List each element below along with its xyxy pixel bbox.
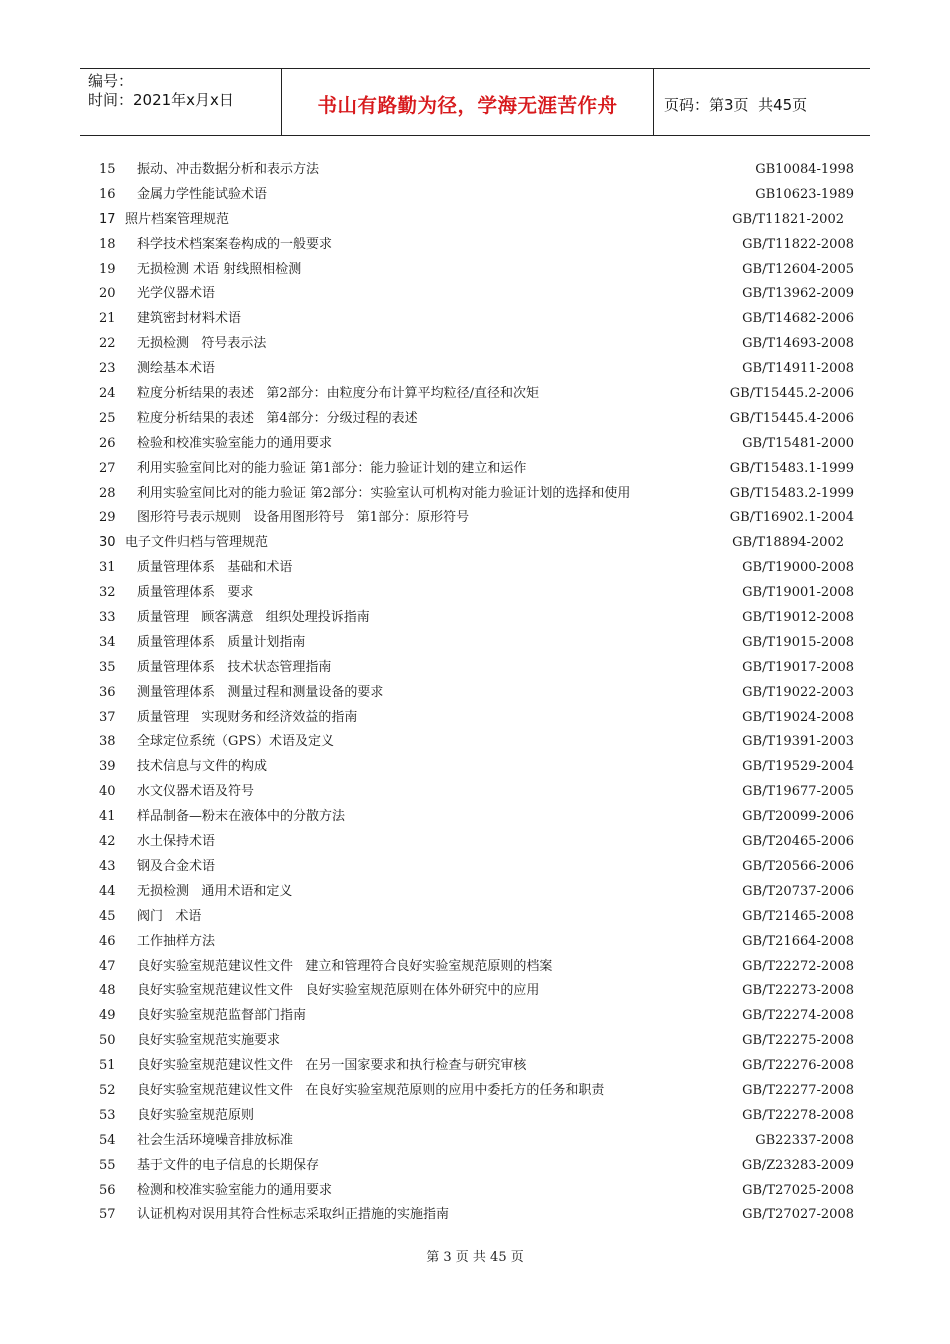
list-item <box>0 1129 950 1154</box>
item-number: 30 <box>99 535 116 551</box>
item-standard-code: GB/T19024-2008 <box>742 709 854 725</box>
item-title: 社会生活环境噪音排放标准 <box>137 1132 294 1148</box>
item-title: 测绘基本术语 <box>137 361 216 377</box>
item-number: 27 <box>99 460 116 476</box>
list-item <box>0 382 950 407</box>
item-title: 粒度分析结果的表述 第4部分：分级过程的表述 <box>137 410 418 426</box>
item-number: 41 <box>99 809 116 825</box>
item-title: 认证机构对误用其符合性标志采取纠正措施的实施指南 <box>137 1207 450 1223</box>
item-standard-code: GB22337-2008 <box>755 1132 854 1148</box>
item-standard-code: GB/T27027-2008 <box>742 1207 854 1223</box>
item-number: 45 <box>99 908 116 924</box>
list-item <box>0 506 950 531</box>
item-number: 49 <box>99 1008 116 1024</box>
item-title: 良好实验室规范监督部门指南 <box>137 1008 307 1024</box>
item-number: 54 <box>99 1132 116 1148</box>
item-standard-code: GB/T15445.2-2006 <box>729 386 854 402</box>
list-item <box>0 631 950 656</box>
item-number: 18 <box>99 236 116 252</box>
item-number: 40 <box>99 784 116 800</box>
item-standard-code: GB/T21664-2008 <box>742 933 854 949</box>
header-meta <box>80 69 282 135</box>
list-item <box>0 1029 950 1054</box>
list-item <box>0 1154 950 1179</box>
item-number: 56 <box>99 1182 116 1198</box>
list-item <box>0 407 950 432</box>
item-title: 良好实验室规范建议性文件 在另一国家要求和执行检查与研究审核 <box>137 1058 527 1074</box>
item-title: 无损检测 符号表示法 <box>137 336 267 352</box>
item-standard-code: GB/T19000-2008 <box>742 560 854 576</box>
item-title: 振动、冲击数据分析和表示方法 <box>137 162 320 177</box>
item-number: 39 <box>99 759 116 775</box>
item-standard-code: GB/T11821-2002 <box>732 211 844 227</box>
list-item <box>0 556 950 581</box>
item-title: 质量管理 实现财务和经济效益的指南 <box>137 709 358 725</box>
item-number: 38 <box>99 734 116 750</box>
item-standard-code: GB/T15483.1-1999 <box>729 460 854 476</box>
list-item <box>0 706 950 731</box>
item-title: 科学技术档案案卷构成的一般要求 <box>137 236 333 252</box>
item-standard-code: GB/T19391-2003 <box>742 734 854 750</box>
list-item <box>0 681 950 706</box>
item-title: 质量管理体系 基础和术语 <box>137 560 293 576</box>
item-title: 工作抽样方法 <box>137 933 216 949</box>
item-title: 电子文件归档与管理规范 <box>125 535 269 551</box>
item-number: 37 <box>99 709 116 725</box>
item-standard-code: GB/T22273-2008 <box>742 983 854 999</box>
item-standard-code: GB/T22278-2008 <box>742 1107 854 1123</box>
item-standard-code: GB/T27025-2008 <box>742 1182 854 1198</box>
item-title: 图形符号表示规则 设备用图形符号 第1部分：原形符号 <box>137 510 470 526</box>
item-number: 20 <box>99 286 116 302</box>
list-item <box>0 208 950 233</box>
item-number: 35 <box>99 659 116 675</box>
list-item <box>0 531 950 556</box>
item-standard-code: GB/T12604-2005 <box>742 261 854 277</box>
item-title: 照片档案管理规范 <box>125 211 230 227</box>
item-number: 46 <box>99 933 116 949</box>
item-standard-code: GB10084-1998 <box>755 162 854 177</box>
item-title: 基于文件的电子信息的长期保存 <box>137 1157 320 1173</box>
item-number: 53 <box>99 1107 116 1123</box>
item-number: 16 <box>99 186 116 202</box>
list-item <box>0 880 950 905</box>
document-number-label: 编号： <box>88 72 134 90</box>
list-item <box>0 656 950 681</box>
item-number: 42 <box>99 834 116 850</box>
item-standard-code: GB/T15483.2-1999 <box>729 485 854 501</box>
header-motto: 书山有路勤为径，学海无涯苦作舟 <box>282 69 654 135</box>
item-standard-code: GB/T22276-2008 <box>742 1058 854 1074</box>
document-date-label: 时间：2021年x月x日 <box>88 91 234 109</box>
list-item <box>0 183 950 208</box>
list-item <box>0 830 950 855</box>
item-title: 质量管理 顾客满意 组织处理投诉指南 <box>137 610 370 626</box>
item-title: 技术信息与文件的构成 <box>137 759 268 775</box>
item-number: 34 <box>99 634 116 650</box>
item-standard-code: GB/T22275-2008 <box>742 1033 854 1049</box>
item-number: 36 <box>99 684 116 700</box>
item-standard-code: GB/T19001-2008 <box>742 585 854 601</box>
item-title: 利用实验室间比对的能力验证 第2部分：实验室认可机构对能力验证计划的选择和使用 <box>137 485 631 501</box>
list-item <box>0 233 950 258</box>
item-title: 光学仪器术语 <box>137 286 216 302</box>
item-title: 良好实验室规范建议性文件 建立和管理符合良好实验室规范原则的档案 <box>137 958 553 974</box>
list-item <box>0 1054 950 1079</box>
item-standard-code: GB/T19017-2008 <box>742 659 854 675</box>
item-title: 良好实验室规范建议性文件 在良好实验室规范原则的应用中委托方的任务和职责 <box>137 1082 605 1098</box>
item-title: 质量管理体系 要求 <box>137 585 254 601</box>
item-standard-code: GB/Z23283-2009 <box>741 1157 854 1173</box>
item-standard-code: GB/T14682-2006 <box>742 311 854 327</box>
item-number: 57 <box>99 1207 116 1223</box>
item-number: 31 <box>99 560 116 576</box>
list-item <box>0 979 950 1004</box>
item-standard-code: GB/T22272-2008 <box>742 958 854 974</box>
list-item <box>0 282 950 307</box>
list-item <box>0 905 950 930</box>
item-title: 无损检测 术语 射线照相检测 <box>137 261 302 277</box>
item-number: 22 <box>99 336 116 352</box>
item-title: 样品制备—粉末在液体中的分散方法 <box>137 809 346 825</box>
list-item <box>0 1104 950 1129</box>
item-number: 33 <box>99 610 116 626</box>
item-number: 32 <box>99 585 116 601</box>
item-standard-code: GB/T19529-2004 <box>742 759 854 775</box>
item-number: 44 <box>99 883 116 899</box>
list-item <box>0 1004 950 1029</box>
list-item <box>0 432 950 457</box>
item-number: 51 <box>99 1058 116 1074</box>
list-item <box>0 158 950 183</box>
item-title: 良好实验室规范原则 <box>137 1107 255 1123</box>
item-number: 29 <box>99 510 116 526</box>
item-number: 23 <box>99 361 116 377</box>
page-header <box>80 68 870 136</box>
list-item <box>0 332 950 357</box>
item-standard-code: GB/T19677-2005 <box>742 784 854 800</box>
item-standard-code: GB/T14693-2008 <box>742 336 854 352</box>
item-title: 全球定位系统（GPS）术语及定义 <box>137 734 335 750</box>
item-number: 24 <box>99 386 116 402</box>
list-item <box>0 307 950 332</box>
standards-list <box>0 158 950 1228</box>
item-title: 良好实验室规范建议性文件 良好实验室规范原则在体外研究中的应用 <box>137 983 540 999</box>
item-number: 17 <box>99 211 116 227</box>
item-standard-code: GB/T11822-2008 <box>742 236 854 252</box>
list-item <box>0 1079 950 1104</box>
list-item <box>0 1179 950 1204</box>
list-item <box>0 755 950 780</box>
item-title: 质量管理体系 质量计划指南 <box>137 634 306 650</box>
item-title: 建筑密封材料术语 <box>137 311 242 327</box>
item-standard-code: GB/T21465-2008 <box>742 908 854 924</box>
list-item <box>0 581 950 606</box>
item-standard-code: GB/T22274-2008 <box>742 1008 854 1024</box>
list-item <box>0 357 950 382</box>
item-number: 48 <box>99 983 116 999</box>
list-item <box>0 805 950 830</box>
list-item <box>0 855 950 880</box>
header-page-info <box>654 69 870 135</box>
item-title: 金属力学性能试验术语 <box>137 186 268 202</box>
item-number: 25 <box>99 410 116 426</box>
item-title: 水文仪器术语及符号 <box>137 784 255 800</box>
item-title: 阀门 术语 <box>137 908 202 924</box>
item-standard-code: GB10623-1989 <box>755 186 854 202</box>
item-title: 水土保持术语 <box>137 834 216 850</box>
list-item <box>0 930 950 955</box>
item-title: 利用实验室间比对的能力验证 第1部分：能力验证计划的建立和运作 <box>137 460 527 476</box>
item-standard-code: GB/T15445.4-2006 <box>729 410 854 426</box>
list-item <box>0 730 950 755</box>
item-standard-code: GB/T14911-2008 <box>742 361 854 377</box>
list-item <box>0 955 950 980</box>
item-number: 15 <box>99 162 116 177</box>
item-title: 检验和校准实验室能力的通用要求 <box>137 435 333 451</box>
item-standard-code: GB/T20099-2006 <box>742 809 854 825</box>
item-number: 21 <box>99 311 116 327</box>
item-standard-code: GB/T13962-2009 <box>742 286 854 302</box>
item-title: 良好实验室规范实施要求 <box>137 1033 281 1049</box>
list-item <box>0 1203 950 1228</box>
item-standard-code: GB/T20737-2006 <box>742 883 854 899</box>
item-number: 26 <box>99 435 116 451</box>
item-number: 50 <box>99 1033 116 1049</box>
item-standard-code: GB/T18894-2002 <box>732 535 844 551</box>
list-item <box>0 780 950 805</box>
item-standard-code: GB/T19012-2008 <box>742 610 854 626</box>
item-number: 47 <box>99 958 116 974</box>
list-item <box>0 258 950 283</box>
item-standard-code: GB/T15481-2000 <box>742 435 854 451</box>
item-title: 无损检测 通用术语和定义 <box>137 883 293 899</box>
item-number: 55 <box>99 1157 116 1173</box>
item-number: 43 <box>99 858 116 874</box>
item-standard-code: GB/T19022-2003 <box>742 684 854 700</box>
item-number: 52 <box>99 1082 116 1098</box>
header-page-label: 页码：第3页 共45页 <box>664 95 808 114</box>
item-title: 检测和校准实验室能力的通用要求 <box>137 1182 333 1198</box>
list-item <box>0 482 950 507</box>
item-title: 钢及合金术语 <box>137 858 216 874</box>
item-standard-code: GB/T20566-2006 <box>742 858 854 874</box>
item-standard-code: GB/T19015-2008 <box>742 634 854 650</box>
item-standard-code: GB/T22277-2008 <box>742 1082 854 1098</box>
list-item <box>0 606 950 631</box>
item-number: 28 <box>99 485 116 501</box>
item-title: 质量管理体系 技术状态管理指南 <box>137 659 332 675</box>
item-standard-code: GB/T16902.1-2004 <box>729 510 854 526</box>
item-number: 19 <box>99 261 116 277</box>
item-standard-code: GB/T20465-2006 <box>742 834 854 850</box>
page-footer: 第 3 页 共 45 页 <box>426 1250 524 1265</box>
item-title: 粒度分析结果的表述 第2部分：由粒度分布计算平均粒径/直径和次矩 <box>137 386 540 402</box>
item-title: 测量管理体系 测量过程和测量设备的要求 <box>137 684 384 700</box>
list-item <box>0 457 950 482</box>
